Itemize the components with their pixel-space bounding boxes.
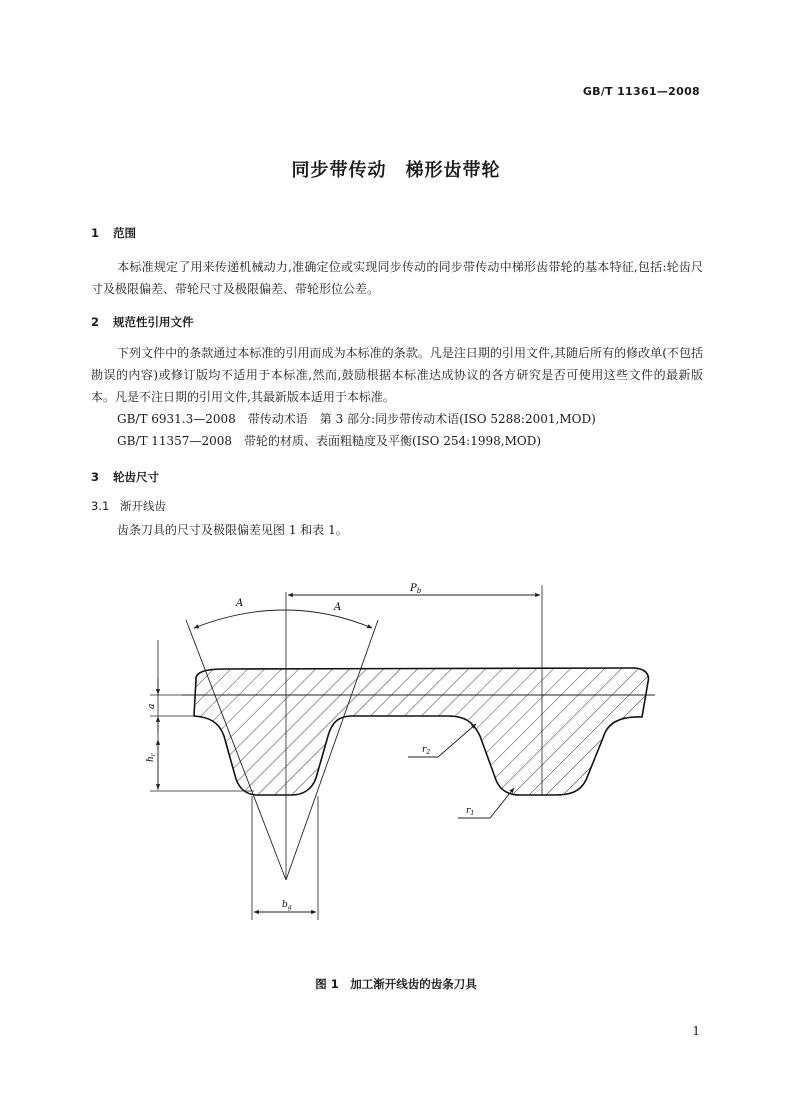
label-a: a [147,703,157,709]
label-angle-left: A [236,598,244,609]
label-pb: $P_b$ [410,583,422,595]
section-1-heading [91,225,136,241]
label-r2: $r_2$ [422,745,431,756]
rack-profile [194,668,648,795]
section-number: 1 [91,226,100,240]
section-title: 渐开线齿 [120,499,166,513]
figure-caption: 图 1 加工渐开线齿的齿条刀具 [315,977,477,991]
section-title: 范围 [113,226,136,240]
r2-leader [408,724,476,757]
section-number: 3 [91,470,100,484]
reference-item: GB/T 11357—2008 带轮的材质、表面粗糙度及平衡(ISO 254:1998,MOD) [117,434,542,448]
label-bg: $b_g$ [282,900,292,911]
section-3-1-heading [91,498,166,514]
rack-cutter-drawing [0,570,792,930]
paragraph-text: 本标准规定了用来传递机械动力,准确定位或实现同步传动的同步带传动中梯形齿带轮的基本特征,包括:轮齿尺寸及极限偏差、带轮尺寸及极限偏差、带轮形位公差。 [91,260,703,296]
standard-code: GB/T 11361—2008 [582,85,700,98]
section-2-heading [91,314,194,330]
section-3-1-text: 齿条刀具的尺寸及极限偏差见图 1 和表 1。 [117,523,348,537]
section-number: 2 [91,315,100,329]
label-angle-right: A [334,602,342,613]
label-hr: $h_r$ [146,753,157,762]
section-title: 轮齿尺寸 [113,470,159,484]
reference-item: GB/T 6931.3—2008 带传动术语 第 3 部分:同步带传动术语(ISO 5288:2001,MOD) [117,412,596,426]
document-title: 同步带传动 梯形齿带轮 [291,160,501,181]
section-title: 规范性引用文件 [113,315,194,329]
section-2-paragraph [91,342,703,408]
section-1-paragraph [91,256,703,300]
paragraph-text: 下列文件中的条款通过本标准的引用而成为本标准的条款。凡是注日期的引用文件,其随后所有的修改单(不包括勘误的内容)或修订版均不适用于本标准,然而,鼓励根据本标准达成协议的各方研究是否可使用这些文件的最新版本。凡是不注日期的引用文件,其最新版本适用于本标准。 [91,346,703,404]
section-3-heading [91,469,159,485]
page-number: 1 [692,1024,700,1038]
label-r1: $r_1$ [466,806,475,817]
section-number: 3.1 [91,499,110,513]
angle-arc [194,610,372,628]
